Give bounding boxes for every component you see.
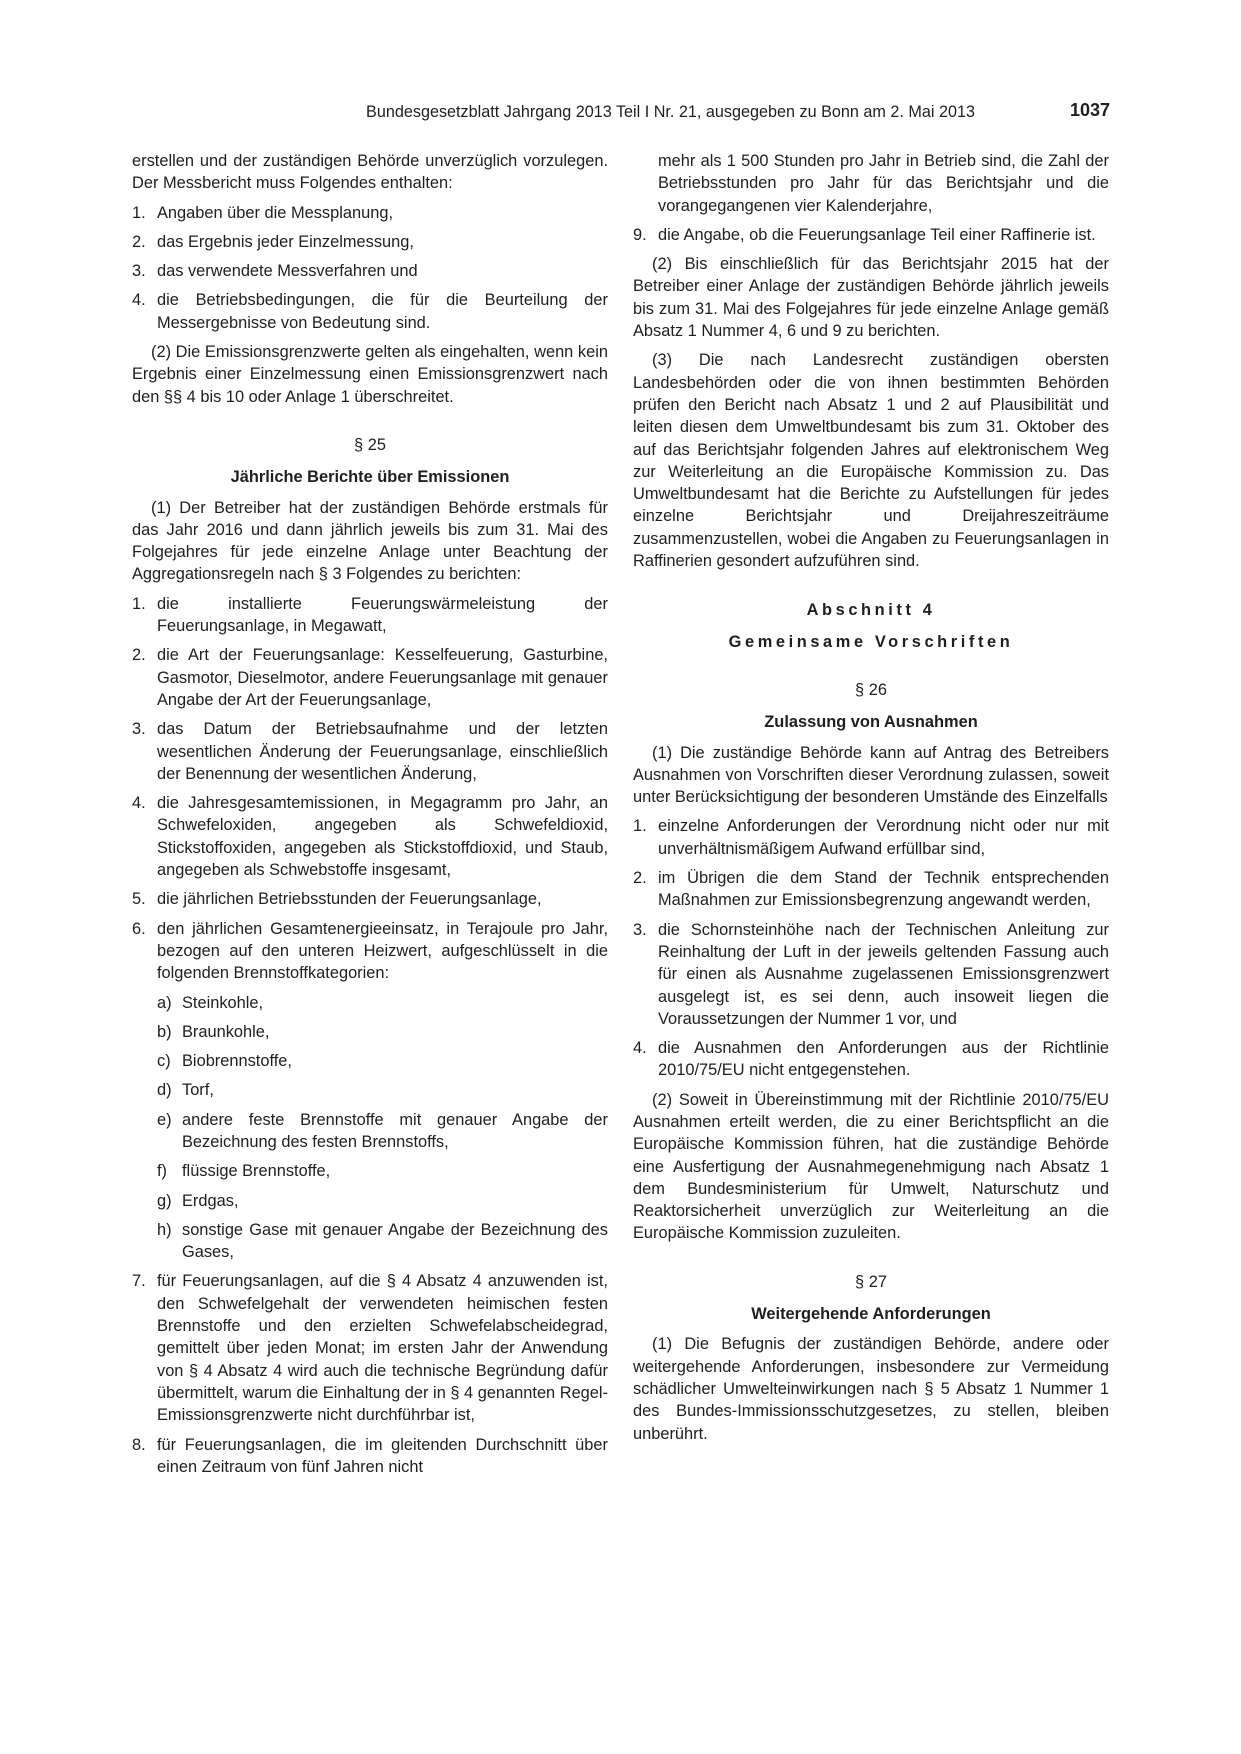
sub-item-letter: c)	[157, 1052, 171, 1071]
item-number: 5.	[132, 890, 146, 909]
sub-item-text: flüssige Brennstoffe,	[182, 1162, 331, 1181]
list-item	[132, 202, 608, 224]
list-item	[633, 1037, 1109, 1082]
section-25-number: § 25	[354, 435, 386, 454]
section-25-paragraph-1: (1) Der Betreiber hat der zuständigen Behörde erstmals für das Jahr 2016 und dann jährlich jeweils bis zum 31. Mai des Folgejahres für jede einzelne Anlage unter Beachtung der Aggregationsregeln nach § 3 Folgendes zu berichten:	[132, 498, 608, 584]
sub-list-item	[157, 1219, 608, 1264]
item-text: das Datum der Betriebsaufnahme und der letzten wesentlichen Änderung der Feuerungsanlage, einschließlich der Benennung der wesentlichen Änderung,	[157, 720, 608, 783]
item-text: einzelne Anforderungen der Verordnung nicht oder nur mit unverhältnismäßigem Aufwand erfüllbar sind,	[658, 817, 1109, 858]
section-26-paragraph-2: (2) Soweit in Übereinstimmung mit der Richtlinie 2010/75/EU Ausnahmen erteilt werden, die zu einer Berichtspflicht an die Europäische Kommission führen, hat die zuständige Behörde eine Ausfertigung der Ausnahmegenehmigung nach Absatz 1 dem Bundesministerium für Umwelt, Naturschutz und Reaktorsicherheit unverzüglich zur Weiterleitung an die Europäische Kommission zuzuleiten.	[633, 1090, 1109, 1243]
item-number: 6.	[132, 919, 146, 938]
item-text: die installierte Feuerungswärmeleistung der Feuerungsanlage, in Megawatt,	[157, 594, 608, 636]
section-25-title: Jährliche Berichte über Emissionen	[230, 468, 510, 487]
left-column	[132, 150, 608, 1485]
item-number: 4.	[132, 794, 146, 813]
item-text: das Ergebnis jeder Einzelmessung,	[157, 232, 414, 251]
sub-item-letter: d)	[157, 1081, 172, 1100]
section-27-title: Weitergehende Anforderungen	[751, 1305, 991, 1324]
item-text: die Ausnahmen den Anforderungen aus der Richtlinie 2010/75/EU nicht entgegenstehen.	[658, 1039, 1109, 1080]
list-item	[633, 867, 1109, 912]
item-text: die Schornsteinhöhe nach der Technischen Anleitung zur Reinhaltung der Luft in der jeweils geltenden Fassung auch für einen als Ausnahme zugelassenen Emissionsgrenzwert ausgelegt ist, es sei denn, auch insoweit liegen die Voraussetzungen der Nummer 1 vor, und	[658, 920, 1109, 1028]
list-item	[132, 260, 608, 282]
page-number: 1037	[1069, 100, 1110, 120]
item-number: 3.	[132, 262, 146, 281]
item-number: 2.	[633, 869, 647, 888]
item-text: die jährlichen Betriebsstunden der Feuerungsanlage,	[157, 890, 542, 909]
item-text: für Feuerungsanlagen, auf die § 4 Absatz 4 anzuwenden ist, den Schwefelgehalt der verwendeten heimischen festen Brennstoffe und den erzielten Schwefelabscheidegrad, gemittelt über jeden Monat; im ersten Jahr der Anwendung von § 4 Absatz 4 wird auch die technische Begründung dafür übermittelt, warum die Einhaltung der in § 4 genannten Regel-Emissionsgrenzwerte nicht durchführbar ist,	[157, 1272, 609, 1425]
item-text: den jährlichen Gesamtenergieeinsatz, in Terajoule pro Jahr, bezogen auf den unteren Heizwert, aufgeschlüsselt in die folgenden Brennstoffkategorien:	[157, 919, 608, 983]
list-item	[633, 815, 1109, 860]
sub-item-letter: h)	[157, 1220, 172, 1239]
page-header	[132, 100, 1110, 126]
abschnitt-heading: Abschnitt 4	[806, 601, 936, 620]
right-column	[633, 150, 1109, 1452]
sub-item-text: Erdgas,	[182, 1191, 239, 1210]
item-text: die Angabe, ob die Feuerungsanlage Teil einer Raffinerie ist.	[658, 225, 1096, 244]
item-number: 7.	[132, 1272, 146, 1291]
item-number: 2.	[132, 232, 146, 251]
sub-item-letter: e)	[157, 1110, 172, 1129]
list-item	[132, 1434, 608, 1479]
item-number: 1.	[132, 203, 146, 222]
paragraph-3: (3) Die nach Landesrecht zuständigen obersten Landesbehörden oder die von ihnen bestimmten Behörden prüfen den Bericht nach Absatz 1 und 2 auf Plausibilität und leiten diesen dem Umweltbundesamt bis zum 31. Oktober des auf das Berichtsjahr folgenden Jahres auf elektronischem Weg zur Weiterleitung an die Europäische Kommission zu. Das Umweltbundesamt hat die Berichte zu Aufstellungen für jedes einzelne Berichtsjahr und Dreijahreszeiträume zusammenzustellen, wobei die Angaben zu Feuerungsanlagen in Raffinerien gesondert aufzuführen sind.	[633, 351, 1109, 571]
item-text: mehr als 1 500 Stunden pro Jahr in Betrieb sind, die Zahl der Betriebsstunden pro Jahr für das Berichtsjahr und die vorangegangenen vier Kalenderjahre,	[658, 152, 1109, 215]
item-text: für Feuerungsanlagen, die im gleitenden Durchschnitt über einen Zeitraum von fünf Jahren nicht	[157, 1435, 608, 1476]
list-item	[132, 593, 608, 638]
section-26-title: Zulassung von Ausnahmen	[764, 713, 978, 732]
list-item	[132, 888, 608, 910]
paragraph-2: (2) Die Emissionsgrenzwerte gelten als eingehalten, wenn kein Ergebnis einer Einzelmessung einen Emissionsgrenzwert nach den §§ 4 bis 10 oder Anlage 1 überschreitet.	[132, 343, 608, 406]
item-number: 3.	[633, 920, 647, 939]
abschnitt-title: Gemeinsame Vorschriften	[728, 632, 1014, 651]
section-27-number: § 27	[855, 1272, 887, 1291]
item-text: im Übrigen die dem Stand der Technik entsprechenden Maßnahmen zur Emissionsbegrenzung angewandt werden,	[658, 869, 1109, 910]
item-number: 8.	[132, 1435, 146, 1454]
sub-list-item	[157, 992, 608, 1014]
item-text: Angaben über die Messplanung,	[157, 203, 394, 222]
list-item-continuation	[633, 150, 1109, 217]
sub-item-text: sonstige Gase mit genauer Angabe der Bezeichnung des Gases,	[182, 1220, 608, 1262]
list-item	[132, 792, 608, 881]
intro-paragraph: erstellen und der zuständigen Behörde unverzüglich vorzulegen. Der Messbericht muss Folgendes enthalten:	[132, 152, 608, 193]
sub-list-item	[157, 1021, 608, 1043]
sub-item-text: Biobrennstoffe,	[182, 1052, 292, 1071]
list-item	[132, 289, 608, 334]
item-number: 1.	[132, 594, 146, 613]
list-item	[132, 718, 608, 785]
sub-item-text: Torf,	[182, 1081, 214, 1100]
header-title: Bundesgesetzblatt Jahrgang 2013 Teil I Nr. 21, ausgegeben zu Bonn am 2. Mai 2013	[366, 103, 975, 121]
item-number: 2.	[132, 646, 146, 665]
item-text: die Jahresgesamtemissionen, in Megagramm pro Jahr, an Schwefeloxiden, angegeben als Schwefeldioxid, Stickstoffoxiden, angegeben als Stickstoffdioxid, und Staub, angegeben als Schwebstoffe insgesamt,	[157, 794, 608, 880]
item-text: die Art der Feuerungsanlage: Kesselfeuerung, Gasturbine, Gasmotor, Dieselmotor, andere Feuerungsanlage mit genauer Angabe der Art der Feuerungsanlage,	[157, 646, 608, 709]
sub-item-letter: b)	[157, 1022, 172, 1041]
section-26-number: § 26	[855, 680, 887, 699]
sub-list-item	[157, 1050, 608, 1072]
list-item	[132, 231, 608, 253]
sub-list-item	[157, 1190, 608, 1212]
list-item	[132, 918, 608, 985]
item-number: 1.	[633, 817, 647, 836]
list-item	[132, 1270, 608, 1426]
item-number: 4.	[132, 291, 146, 310]
sub-list-item	[157, 1109, 608, 1154]
item-number: 3.	[132, 720, 146, 739]
section-26-paragraph-1: (1) Die zuständige Behörde kann auf Antrag des Betreibers Ausnahmen von Vorschriften dieser Verordnung zulassen, soweit unter Berücksichtigung der besonderen Umstände des Einzelfalls	[633, 743, 1109, 807]
item-text: das verwendete Messverfahren und	[157, 262, 418, 281]
item-number: 4.	[633, 1039, 647, 1058]
list-item	[633, 224, 1109, 246]
sub-item-text: Braunkohle,	[182, 1022, 270, 1041]
sub-list-item	[157, 1079, 608, 1101]
list-item	[633, 919, 1109, 1030]
section-27-paragraph-1: (1) Die Befugnis der zuständigen Behörde, andere oder weitergehende Anforderungen, insbesondere zur Vermeidung schädlicher Umwelteinwirkungen nach § 5 Absatz 1 Nummer 1 des Bundes-Immissionsschutzgesetzes, zu stellen, bleiben unberührt.	[633, 1335, 1109, 1443]
item-text: die Betriebsbedingungen, die für die Beurteilung der Messergebnisse von Bedeutung sind.	[157, 291, 608, 332]
paragraph-2: (2) Bis einschließlich für das Berichtsjahr 2015 hat der Betreiber einer Anlage der zuständigen Behörde jährlich jeweils bis zum 31. Mai des Folgejahres für jede einzelne Anlage gemäß Absatz 1 Nummer 4, 6 und 9 zu berichten.	[633, 255, 1109, 341]
sub-item-text: andere feste Brennstoffe mit genauer Angabe der Bezeichnung des festen Brennstoffs,	[182, 1110, 608, 1151]
sub-item-letter: g)	[157, 1191, 172, 1210]
sub-item-letter: a)	[157, 993, 172, 1012]
sub-item-text: Steinkohle,	[182, 993, 264, 1012]
sub-item-letter: f)	[157, 1162, 168, 1181]
sub-list-item	[157, 1160, 608, 1182]
list-item	[132, 644, 608, 711]
item-number: 9.	[633, 225, 647, 244]
